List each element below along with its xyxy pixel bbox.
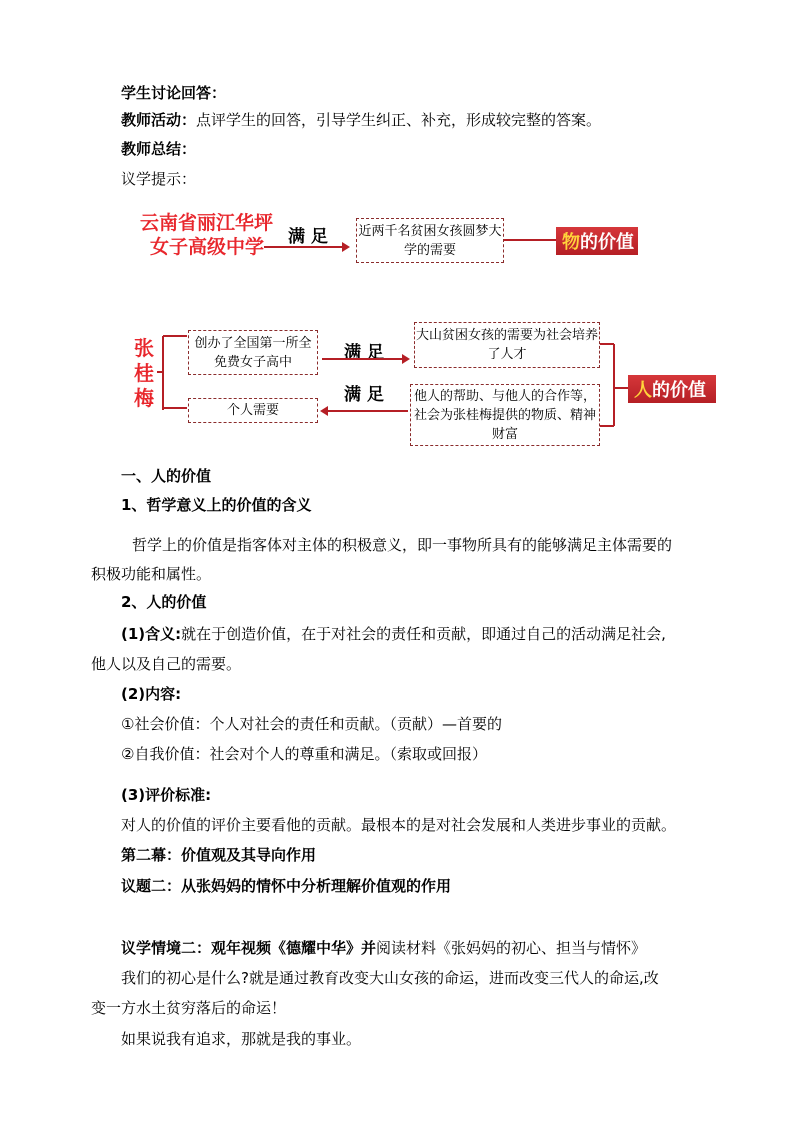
teacher-summary-heading: 教师总结： — [121, 140, 197, 158]
scenario-label: 议学情境二：观年视频《德耀中华》并 — [121, 939, 377, 957]
paragraph-value-definition: 哲学上的价值是指客体对主体的积极意义，即一事物所具有的能够满足主体需要的 — [132, 536, 673, 554]
evaluation-text: 对人的价值的评价主要看他的贡献。最根本的是对社会发展和人类进步事业的贡献。 — [121, 816, 677, 834]
arrow-left-icon — [318, 404, 410, 418]
teacher-activity-text: 点评学生的回答，引导学生纠正、补充，形成较完整的答案。 — [196, 111, 602, 129]
satisfy-label-3: 满 足 — [344, 385, 384, 405]
topic-two-heading: 议题二：从张妈妈的情怀中分析理解价值观的作用 — [121, 877, 452, 895]
quote-line-1-cont: 变一方水土贫穷落后的命运！ — [91, 999, 287, 1017]
scenario-text: 阅读材料《张妈妈的初心、担当与情怀》 — [376, 939, 647, 957]
badge-text: 的价值 — [652, 380, 706, 401]
scenario-line — [121, 938, 646, 958]
content-heading: (2)内容: — [121, 685, 182, 703]
badge-char: 人 — [634, 380, 652, 401]
content-item-self: ②自我价值：社会对个人的尊重和满足。（索取或回报） — [121, 745, 487, 763]
box-girls-need: 大山贫困女孩的需要为社会培养了人才 — [414, 322, 600, 368]
person-char-1: 张 — [134, 336, 154, 360]
quote-line-2: 如果说我有追求，那就是我的事业。 — [121, 1030, 362, 1048]
student-answer-heading: 学生讨论回答： — [121, 84, 227, 102]
badge-text: 的价值 — [580, 232, 634, 253]
connector-line — [504, 234, 558, 246]
section-heading-2: 2、人的价值 — [121, 593, 207, 611]
teacher-activity-line — [121, 110, 601, 130]
person-value-badge — [628, 375, 716, 403]
definition-text: 就在于创造价值，在于对社会的责任和贡献，即通过自己的活动满足社会, — [181, 625, 666, 643]
need-box-girls: 近两千名贫困女孩圆梦大学的需要 — [356, 218, 504, 263]
paragraph-value-definition-cont: 积极功能和属性。 — [91, 565, 212, 583]
discussion-hint: 议学提示： — [121, 170, 197, 188]
badge-char: 物 — [562, 232, 580, 253]
arrow-right-icon — [320, 352, 412, 366]
quote-line-1: 我们的初心是什么?就是通过教育改变大山女孩的命运，进而改变三代人的命运,改 — [121, 969, 659, 987]
definition-label: (1)含义: — [121, 625, 182, 643]
school-name-line2: 女子高级中学 — [150, 236, 265, 258]
person-char-3: 梅 — [134, 386, 154, 410]
chapter-two-heading: 第二幕：价值观及其导向作用 — [121, 846, 317, 864]
definition-line-cont: 他人以及自己的需要。 — [91, 655, 242, 673]
definition-line — [121, 624, 666, 644]
school-name-line1: 云南省丽江华坪 — [140, 212, 274, 234]
evaluation-heading: (3)评价标准: — [121, 786, 212, 804]
box-personal-need: 个人需要 — [188, 398, 318, 423]
right-bracket — [600, 338, 630, 433]
object-value-badge — [556, 227, 638, 255]
box-founded-school: 创办了全国第一所全免费女子高中 — [188, 330, 318, 375]
satisfy-label-2: 满 足 — [344, 343, 384, 363]
section-heading-1-1: 1、哲学意义上的价值的含义 — [121, 496, 312, 514]
satisfy-label-1: 满 足 — [288, 227, 328, 247]
arrow-right-icon — [262, 240, 352, 254]
box-support: 他人的帮助、与他人的合作等，社会为张桂梅提供的物质、精神财富 — [410, 384, 600, 446]
person-char-2: 桂 — [134, 361, 154, 385]
teacher-activity-label: 教师活动： — [121, 111, 197, 129]
section-heading-1: 一、人的价值 — [121, 467, 212, 485]
content-item-social: ①社会价值：个人对社会的责任和贡献。（贡献）—首要的 — [121, 715, 502, 733]
